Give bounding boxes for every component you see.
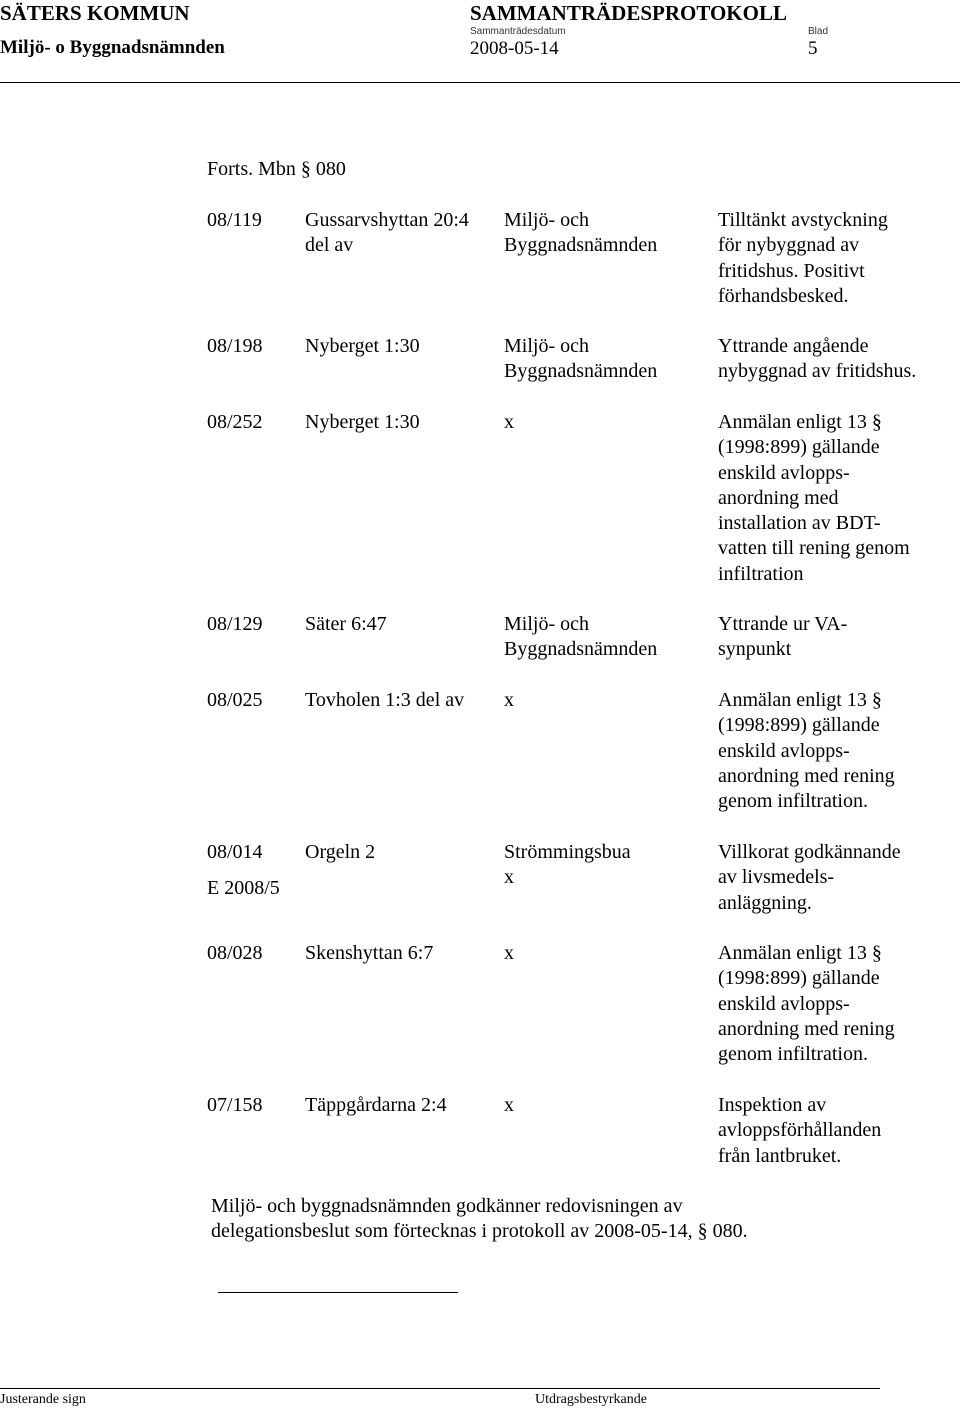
applicant: Miljö- och Byggnadsnämnden [504,613,658,661]
applicant: Miljö- och Byggnadsnämnden [504,209,658,257]
case-number: 08/129 [207,613,263,635]
case-reference: E 2008/5 [207,877,280,899]
property: Täppgårdarna 2:4 [305,1094,447,1116]
date-label: Sammanträdesdatum [470,26,566,37]
decision: Yttrande angående nybyggnad av fritidshus. [718,335,917,383]
case-number: 08/198 [207,335,263,357]
property: Gussarvshyttan 20:4 del av [305,209,469,257]
decision: Tilltänkt avstyckning för nybyggnad av fritidshus. Positivt förhandsbesked. [718,209,888,307]
header-rule [0,82,960,83]
decision: Anmälan enligt 13 § (1998:899) gällande enskild avlopps- anordning med rening genom infiltration. [718,689,895,813]
applicant: x [504,411,514,433]
case-number: 08/014 [207,841,263,863]
page-number: 5 [808,38,818,59]
case-number: 08/119 [207,209,262,231]
conclusion-text: Miljö- och byggnadsnämnden godkänner redovisningen av delegationsbeslut som förtecknas i protokoll av 2008-05-14, § 080. [211,1195,748,1243]
page-label: Blad [808,26,829,37]
property: Nyberget 1:30 [305,335,420,357]
footer-rule [0,1388,880,1389]
case-number: 08/252 [207,411,263,433]
section-title: Forts. Mbn § 080 [207,158,346,180]
separator-line [218,1292,458,1293]
municipality-name: SÄTERS KOMMUN [0,1,190,25]
property: Tovholen 1:3 del av [305,689,465,711]
decision: Yttrande ur VA- synpunkt [718,613,848,661]
board-name: Miljö- o Byggnadsnämnden [0,37,225,58]
certification-label: Utdragsbestyrkande [535,1392,647,1407]
decision: Inspektion av avloppsförhållanden från lantbruket. [718,1094,882,1167]
decision: Anmälan enligt 13 § (1998:899) gällande enskild avlopps- anordning med rening genom infiltration. [718,942,895,1066]
property: Orgeln 2 [305,841,376,863]
case-number: 07/158 [207,1094,263,1116]
applicant: x [504,1094,514,1116]
property: Säter 6:47 [305,613,387,635]
applicant: Miljö- och Byggnadsnämnden [504,335,658,383]
case-number: 08/025 [207,689,263,711]
case-number: 08/028 [207,942,263,964]
signature-label: Justerande sign [0,1392,86,1407]
meeting-date: 2008-05-14 [470,38,559,59]
property: Skenshyttan 6:7 [305,942,434,964]
document-type: SAMMANTRÄDESPROTOKOLL [470,1,787,25]
property: Nyberget 1:30 [305,411,420,433]
decision: Anmälan enligt 13 § (1998:899) gällande enskild avlopps- anordning med installation av BDT- vatten till rening genom infiltration [718,411,910,585]
decision: Villkorat godkännande av livsmedels- anläggning. [718,841,901,914]
applicant: x [504,942,514,964]
applicant: x [504,689,514,711]
applicant: Strömmingsbua x [504,841,631,889]
